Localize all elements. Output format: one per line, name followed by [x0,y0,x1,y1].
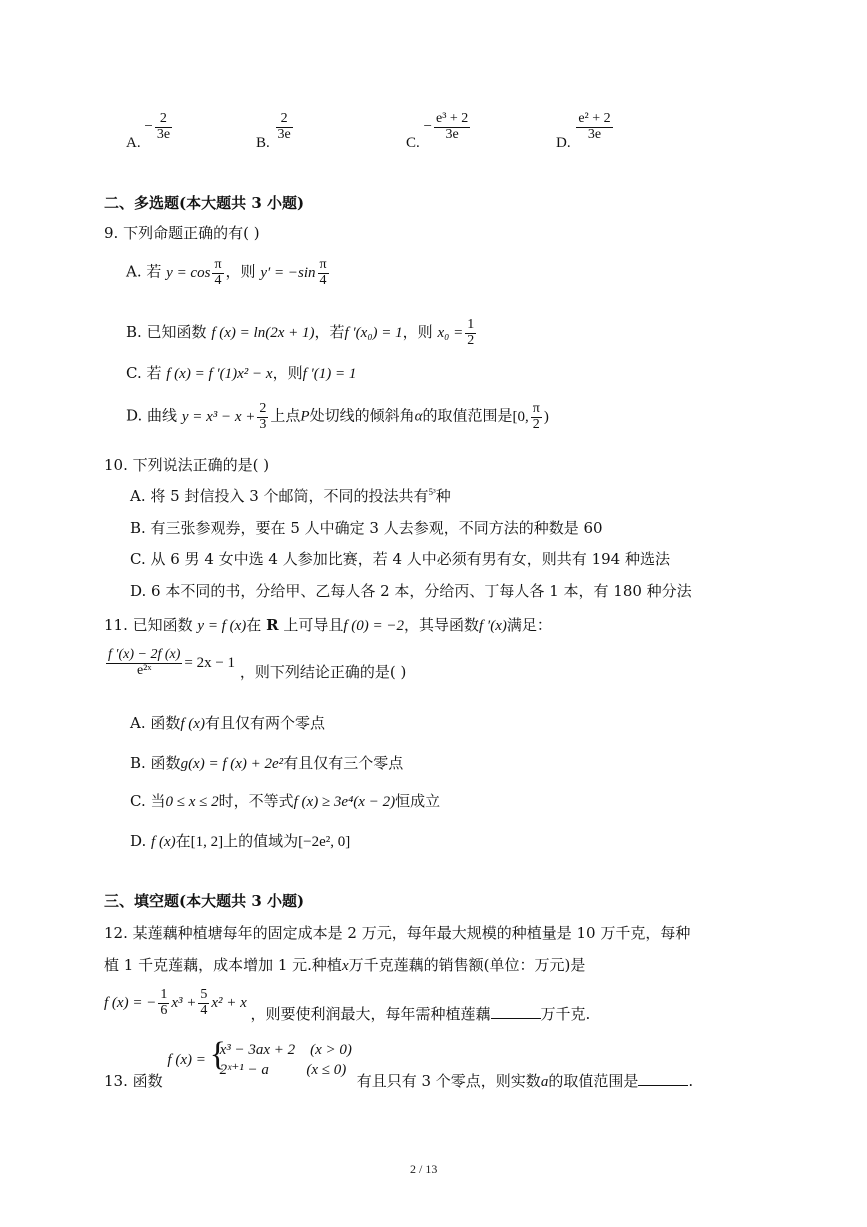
piecewise-brace: { x³ − 3ax + 2 (x > 0) 2ˣ⁺¹ − a (x ≤ 0) [209,1036,352,1078]
option-b-q8: B. $\frac{2}{3e}$ [256,111,291,151]
fraction: $\frac{\pi}{4}$ [319,257,327,288]
fraction: $\frac{\pi}{2}$ [532,401,540,432]
question-9-option-d: D. 曲线 y = x³ − x + $\frac{2}{3}$ 上点P处切线的倾斜角α的取值范围是[0, $\frac{\pi}{2}$ ) [126,401,549,432]
question-9-option-b: B. 已知函数 f (x) = ln(2x + 1)，若f ′(x₀) = 1，则 x₀ = $\frac{1}{2}$ [126,317,475,348]
fraction: $\frac{2}{3}$ [259,401,267,432]
question-9-option-a: A. 若 y = cos $\frac{\pi}{4}$ ，则 y′ = −sin $\frac{\pi}{4}$ [126,257,327,288]
fraction: $\frac{\text{e² + 2}}{3e}$ [578,111,611,142]
fraction: $\frac{5}{4}$ [200,987,208,1018]
option-a-q8: A. − $\frac{2}{3e}$ [126,111,171,151]
question-11-condition: $\frac{f '(x) - 2f (x)}{\text{e²ˣ}}$ = 2x − 1 ，则下列结论正确的是( ) [108,647,407,682]
page-number: 2 / 13 [410,1162,438,1176]
fraction: $\frac{\text{e³ + 2}}{3e}$ [435,111,469,142]
answer-blank[interactable] [491,1004,541,1019]
question-9-stem: 9. 下列命题正确的有( ) [104,224,260,242]
question-12-line-2: 植 1 千克莲藕，成本增加 1 元.种植x万千克莲藕的销售额(单位：万元)是 [104,956,586,974]
question-12-line-1: 12. 某莲藕种植塘每年的固定成本是 2 万元，每年最大规模的种植量是 10 万千克，每种 [104,924,691,942]
fraction: $\frac{f '(x) - 2f (x)}{\text{e²ˣ}}$ [108,647,181,678]
option-d-q8: D. $\frac{\text{e² + 2}}{3e}$ [556,111,611,151]
question-10-option-c: C. 从 6 男 4 女中选 4 人参加比赛，若 4 人中必须有男有女，则共有 194 种选法 [130,550,670,568]
fraction: $\frac{\pi}{4}$ [214,257,222,288]
question-10-option-d: D. 6 本不同的书，分给甲、乙每人各 2 本，分给丙、丁每人各 1 本，有 180 种分法 [130,582,692,600]
question-11-option-c: C. 当0 ≤ x ≤ 2时，不等式f (x) ≥ 3e⁴(x − 2)恒成立 [130,792,441,810]
fraction: $\frac{1}{6}$ [160,987,168,1018]
question-11-option-b: B. 函数g(x) = f (x) + 2e²有且仅有三个零点 [130,754,404,772]
question-11-option-d: D. f (x)在[1, 2]上的值域为[−2e², 0] [130,832,351,850]
question-10-option-a: A. 将 5 封信投入 3 个邮筒，不同的投法共有$^{5^3}$种 [130,487,451,505]
question-9-option-c: C. 若 f (x) = f ′(1)x² − x，则f ′(1) = 1 [126,364,357,382]
fraction: $\frac{2}{3e}$ [277,111,291,142]
question-11-option-a: A. 函数f (x)有且仅有两个零点 [130,714,325,732]
section-title-fill-in: 三、填空题(本大题共 3 小题) [104,892,305,910]
question-13: 13. 函数 f (x) = { x³ − 3ax + 2 (x > 0) 2ˣ⁺¹ − a (x ≤ 0) 有且只有 3 个零点，则实数a的取值范围是 . [104,1036,694,1090]
question-12-formula: f (x) = − $\frac{1}{6}$ x³ + $\frac{5}{4}$ x² + x ，则要使利润最大，每年需种植莲藕 万千克. [104,987,591,1023]
question-11-stem: 11. 已知函数 y = f (x)在 R 上可导且f (0) = −2，其导函数f ′(x)满足： [104,616,552,634]
fraction: $\frac{2}{3e}$ [156,111,171,142]
fraction: $\frac{1}{2}$ [467,317,475,348]
question-10-stem: 10. 下列说法正确的是( ) [104,456,270,474]
option-c-q8: C. − $\frac{\text{e³ + 2}}{3e}$ [406,111,469,151]
answer-blank[interactable] [638,1071,688,1086]
section-title-multiple-choice: 二、多选题(本大题共 3 小题) [104,194,305,212]
question-10-option-b: B. 有三张参观券，要在 5 人中确定 3 人去参观，不同方法的种数是 60 [130,519,603,537]
